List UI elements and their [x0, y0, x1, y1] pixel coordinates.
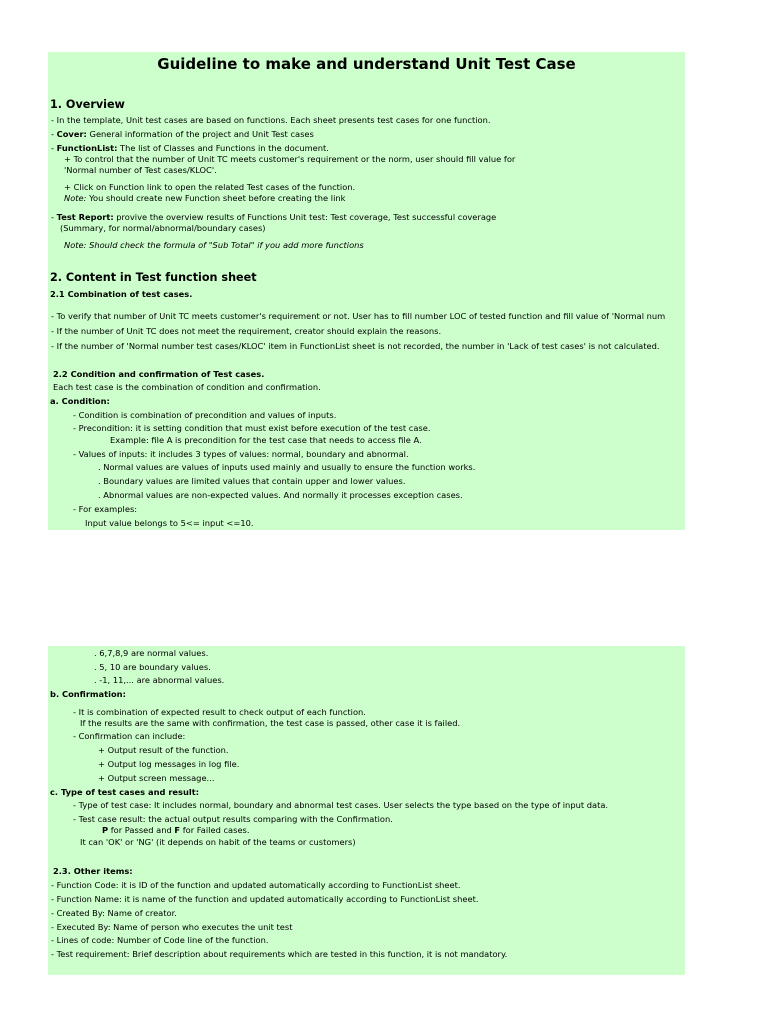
- functionlist-sub-1b: 'Normal number of Test cases/KLOC'.: [64, 165, 217, 175]
- cover-line: - Cover: General information of the project and Unit Test cases: [51, 129, 314, 139]
- condition-line-2: - Precondition: it is setting condition that must exist before execution of the test case.: [73, 423, 431, 433]
- confirmation-line-2: If the results are the same with confirmation, the test case is passed, other case it is failed.: [80, 718, 461, 728]
- test-report-line-2: (Summary, for normal/abnormal/boundary cases): [60, 223, 266, 233]
- functionlist-line: - FunctionList: The list of Classes and Functions in the document.: [51, 143, 329, 153]
- other-item-function-code: - Function Code: it is ID of the function and updated automatically according to FunctionList sheet.: [51, 880, 461, 890]
- other-item-executed-by: - Executed By: Name of person who executes the unit test: [51, 922, 293, 932]
- functionlist-sub-1: + To control that the number of Unit TC meets customer's requirement or the norm, user should fill value for: [64, 154, 516, 164]
- section-2-1-line-1: - To verify that number of Unit TC meets customer's requirement or not. User has to fill number LOC of tested function and fill value of 'Normal num: [51, 311, 666, 321]
- example-abnormal: . -1, 11,... are abnormal values.: [94, 675, 225, 685]
- section-2-2-intro: Each test case is the combination of condition and confirmation.: [53, 382, 321, 392]
- test-report-line: - Test Report: provive the overview results of Functions Unit test: Test coverage, Test successful coverage: [51, 212, 497, 222]
- condition-abnormal: . Abnormal values are non-expected values. And normally it processes exception cases.: [98, 490, 463, 500]
- cover-label: Cover:: [56, 129, 87, 139]
- functionlist-note: Note: You should create new Function sheet before creating the link: [64, 193, 346, 203]
- confirmation-output-screen: + Output screen message...: [98, 773, 215, 783]
- condition-line-1: - Condition is combination of precondition and values of inputs.: [73, 410, 337, 420]
- confirmation-output-log: + Output log messages in log file.: [98, 759, 240, 769]
- document-title: Guideline to make and understand Unit Test Case: [157, 55, 576, 73]
- condition-example: Example: file A is precondition for the test case that needs to access file A.: [110, 435, 422, 445]
- other-item-created-by: - Created By: Name of creator.: [51, 908, 177, 918]
- confirmation-heading: b. Confirmation:: [50, 689, 126, 699]
- test-report-label: Test Report:: [56, 212, 114, 222]
- functionlist-sub-2: + Click on Function link to open the related Test cases of the function.: [64, 182, 356, 192]
- other-item-function-name: - Function Name: it is name of the function and updated automatically according to FunctionList sheet.: [51, 894, 479, 904]
- condition-boundary: . Boundary values are limited values that contain upper and lower values.: [98, 476, 406, 486]
- condition-examples: - For examples:: [73, 504, 138, 514]
- test-report-note: Note: Should check the formula of "Sub Total" if you add more functions: [64, 240, 364, 250]
- condition-heading: a. Condition:: [50, 396, 110, 406]
- section-2-2-heading: 2.2 Condition and confirmation of Test cases.: [53, 369, 265, 379]
- condition-line-3: - Values of inputs: it includes 3 types of values: normal, boundary and abnormal.: [73, 449, 409, 459]
- overview-line: - In the template, Unit test cases are based on functions. Each sheet presents test cases for one function.: [51, 115, 491, 125]
- type-line-4: It can 'OK' or 'NG' (it depends on habit of the teams or customers): [80, 837, 356, 847]
- section-2-1-line-2: - If the number of Unit TC does not meet the requirement, creator should explain the reasons.: [51, 326, 442, 336]
- section-2-1-heading: 2.1 Combination of test cases.: [50, 289, 193, 299]
- overview-heading: 1. Overview: [50, 98, 125, 111]
- type-line-2: - Test case result: the actual output results comparing with the Confirmation.: [73, 814, 393, 824]
- content-heading: 2. Content in Test function sheet: [50, 271, 257, 284]
- section-2-1-line-3: - If the number of 'Normal number test cases/KLOC' item in FunctionList sheet is not recorded, the number in 'Lack of test cases' is not calculated.: [51, 341, 660, 351]
- example-normal: . 6,7,8,9 are normal values.: [94, 648, 209, 658]
- guideline-page-2: [48, 646, 685, 975]
- example-boundary: . 5, 10 are boundary values.: [94, 662, 211, 672]
- confirmation-line-3: - Confirmation can include:: [73, 731, 186, 741]
- guideline-page-1: [48, 52, 685, 530]
- confirmation-output-result: + Output result of the function.: [98, 745, 229, 755]
- other-item-test-requirement: - Test requirement: Brief description about requirements which are tested in this function, it is not mandatory.: [51, 949, 508, 959]
- condition-input-range: Input value belongs to 5<= input <=10.: [85, 518, 254, 528]
- functionlist-label: FunctionList:: [56, 143, 118, 153]
- section-2-3-heading: 2.3. Other items:: [53, 866, 133, 876]
- confirmation-line-1: - It is combination of expected result to check output of each function.: [73, 707, 366, 717]
- type-line-1: - Type of test case: It includes normal, boundary and abnormal test cases. User selects the type based on the type of input data.: [73, 800, 609, 810]
- other-item-lines-of-code: - Lines of code: Number of Code line of the function.: [51, 935, 269, 945]
- condition-normal: . Normal values are values of inputs used mainly and usually to ensure the function works.: [98, 462, 476, 472]
- type-line-3: P for Passed and F for Failed cases.: [102, 825, 250, 835]
- type-heading: c. Type of test cases and result:: [50, 787, 200, 797]
